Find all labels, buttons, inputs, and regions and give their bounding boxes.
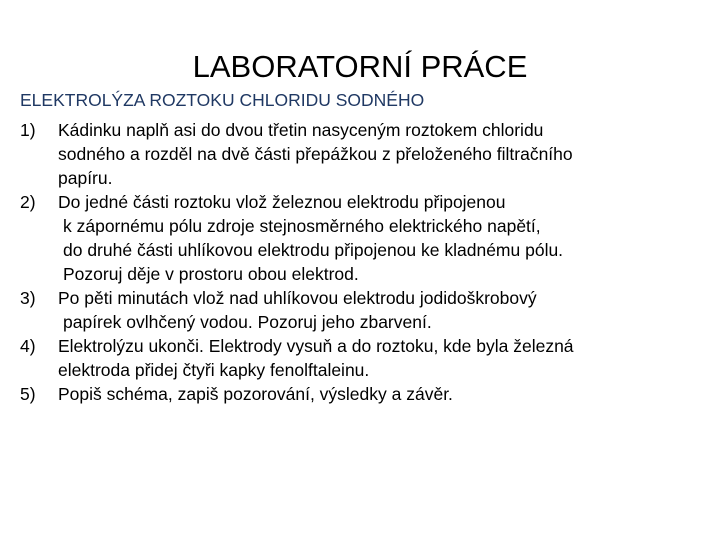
- step-text-line: Do jedné části roztoku vlož železnou elektrodu připojenou: [58, 192, 506, 212]
- step-text-line: elektroda přidej čtyři kapky fenolftaleinu.: [58, 360, 370, 380]
- step-number: 4): [20, 336, 36, 356]
- step-number: 1): [20, 120, 36, 140]
- step-text-line: Popiš schéma, zapiš pozorování, výsledky a závěr.: [58, 384, 453, 404]
- step-2: [0, 190, 720, 286]
- step-text-line: Kádinku naplň asi do dvou třetin nasyceným roztokem chloridu: [58, 120, 544, 140]
- steps-list: [0, 118, 720, 406]
- step-1: [0, 118, 720, 190]
- step-number: 2): [20, 192, 36, 212]
- step-text-line: Po pěti minutách vlož nad uhlíkovou elektrodu jodidoškrobový: [58, 288, 537, 308]
- step-text-line: Pozoruj děje v prostoru obou elektrod.: [63, 264, 359, 284]
- step-text-line: sodného a rozděl na dvě části přepážkou z přeloženého filtračního: [58, 144, 573, 164]
- step-text-line: k zápornému pólu zdroje stejnosměrného elektrického napětí,: [63, 216, 541, 236]
- step-4: [0, 334, 720, 382]
- step-text-line: Elektrolýzu ukonči. Elektrody vysuň a do roztoku, kde byla železná: [58, 336, 574, 356]
- step-text-line: papíru.: [58, 168, 113, 188]
- step-3: [0, 286, 720, 334]
- step-number: 5): [20, 384, 36, 404]
- step-5: [0, 382, 720, 406]
- slide-title: LABORATORNÍ PRÁCE: [192, 49, 528, 84]
- step-text-line: do druhé části uhlíkovou elektrodu připojenou ke kladnému pólu.: [63, 240, 564, 260]
- step-text-line: papírek ovlhčený vodou. Pozoruj jeho zbarvení.: [63, 312, 432, 332]
- step-number: 3): [20, 288, 36, 308]
- slide-subtitle: ELEKTROLÝZA ROZTOKU CHLORIDU SODNÉHO: [20, 90, 425, 110]
